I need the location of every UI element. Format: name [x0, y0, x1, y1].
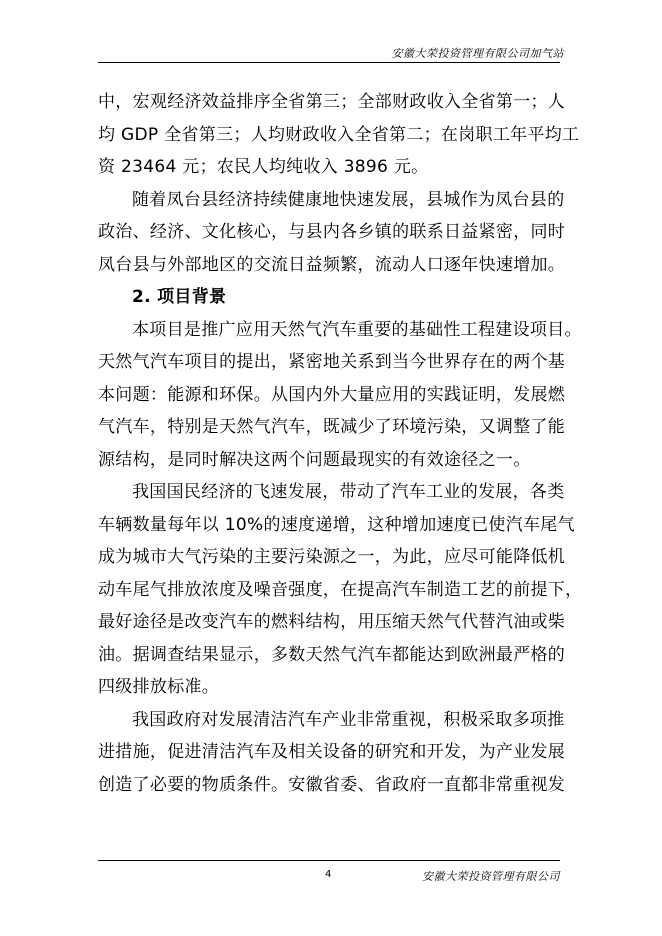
text-line: 源结构，是同时解决这两个问题最现实的有效途径之一。 — [98, 449, 531, 470]
page-footer-text: 安徽大荣投资管理有限公司 — [422, 870, 560, 883]
text-line: 车辆数量每年以 10%的速度递增，这种增加速度已使汽车尾气 — [98, 514, 575, 535]
document-body — [98, 86, 583, 801]
text-line: 成为城市大气污染的主要污染源之一，为此，应尽可能降低机 — [98, 547, 566, 567]
text-line: 创造了必要的物质条件。安徽省委、省政府一直都非常重视发 — [98, 774, 566, 795]
text-line: 均 GDP 全省第三；人均财政收入全省第二；在岗职工年平均工 — [98, 124, 580, 145]
text-line: 进措施，促进清洁汽车及相关设备的研究和开发，为产业发展 — [98, 742, 566, 762]
text-line: 中，宏观经济效益排序全省第三；全部财政收入全省第一；人 — [98, 92, 566, 112]
text-line: 油。据调查结果显示，多数天然气汽车都能达到欧洲最严格的 — [98, 644, 566, 665]
text-line: 资 23464 元；农民人均纯收入 3896 元。 — [98, 157, 429, 177]
page-number: 4 — [325, 869, 332, 880]
text-line: 我国政府对发展清洁汽车产业非常重视，积极采取多项推 — [132, 709, 565, 730]
text-line: 随着凤台县经济持续健康地快速发展，县城作为凤台县的 — [132, 189, 565, 210]
text-line: 我国国民经济的飞速发展，带动了汽车工业的发展，各类 — [132, 482, 565, 502]
text-line: 最好途径是改变汽车的燃料结构，用压缩天然气代替汽油或柴 — [98, 612, 566, 632]
text-line: 本问题：能源和环保。从国内外大量应用的实践证明，发展燃 — [98, 384, 566, 405]
text-line: 天然气汽车项目的提出，紧密地关系到当今世界存在的两个基 — [98, 352, 566, 372]
header-rule — [98, 62, 560, 63]
text-line: 本项目是推广应用天然气汽车重要的基础性工程建设项目。 — [132, 319, 582, 340]
text-line: 气汽车，特别是天然气汽车，既减少了环境污染，又调整了能 — [98, 417, 566, 437]
text-line: 凤台县与外部地区的交流日益频繁，流动人口逐年快速增加。 — [98, 254, 566, 275]
text-line: 政治、经济、文化核心，与县内各乡镇的联系日益紧密，同时 — [98, 222, 566, 242]
page-header-text: 安徽大荣投资管理有限公司加气站 — [391, 47, 564, 60]
footer-rule — [98, 860, 560, 861]
text-line: 动车尾气排放浓度及噪音强度，在提高汽车制造工艺的前提下， — [98, 579, 583, 600]
text-line: 四级排放标准。 — [98, 677, 220, 697]
section-heading: 2. 项目背景 — [132, 287, 227, 307]
